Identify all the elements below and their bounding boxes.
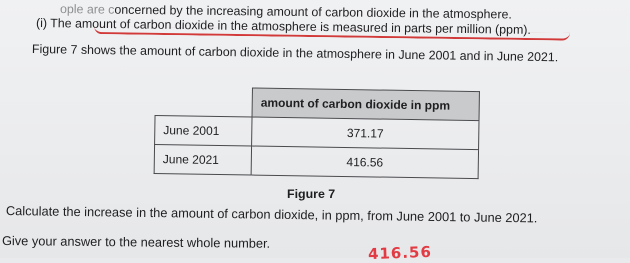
figure-intro-text: Figure 7 shows the amount of carbon dioxide in the atmosphere in June 2001 and in June 2021. xyxy=(31,42,559,65)
table-cell-value: 371.17 xyxy=(252,117,479,150)
table-row-label: June 2001 xyxy=(155,115,252,146)
table-row-label: June 2021 xyxy=(154,144,251,175)
instruction-text: Give your answer to the nearest whole number. xyxy=(1,233,271,251)
table-cell-value: 416.56 xyxy=(251,146,478,179)
intro-line-cut-prefix: ople are c xyxy=(59,2,115,17)
figure-caption: Figure 7 xyxy=(287,187,336,201)
handwritten-answer: 416.56 xyxy=(367,242,433,263)
co2-table xyxy=(154,86,480,179)
part-i-text: (i) The amount of carbon dioxide in the atmosphere is measured in parts per million (ppm). xyxy=(35,16,532,37)
table-corner-cell xyxy=(155,87,252,117)
table-row xyxy=(154,144,478,178)
intro-line-text: oncerned by the increasing amount of carbon dioxide in the atmosphere. xyxy=(114,2,512,22)
table-column-header: amount of carbon dioxide in ppm xyxy=(252,88,479,120)
question-text: Calculate the increase in the amount of carbon dioxide, in ppm, from June 2001 to June 2021. xyxy=(5,203,538,226)
